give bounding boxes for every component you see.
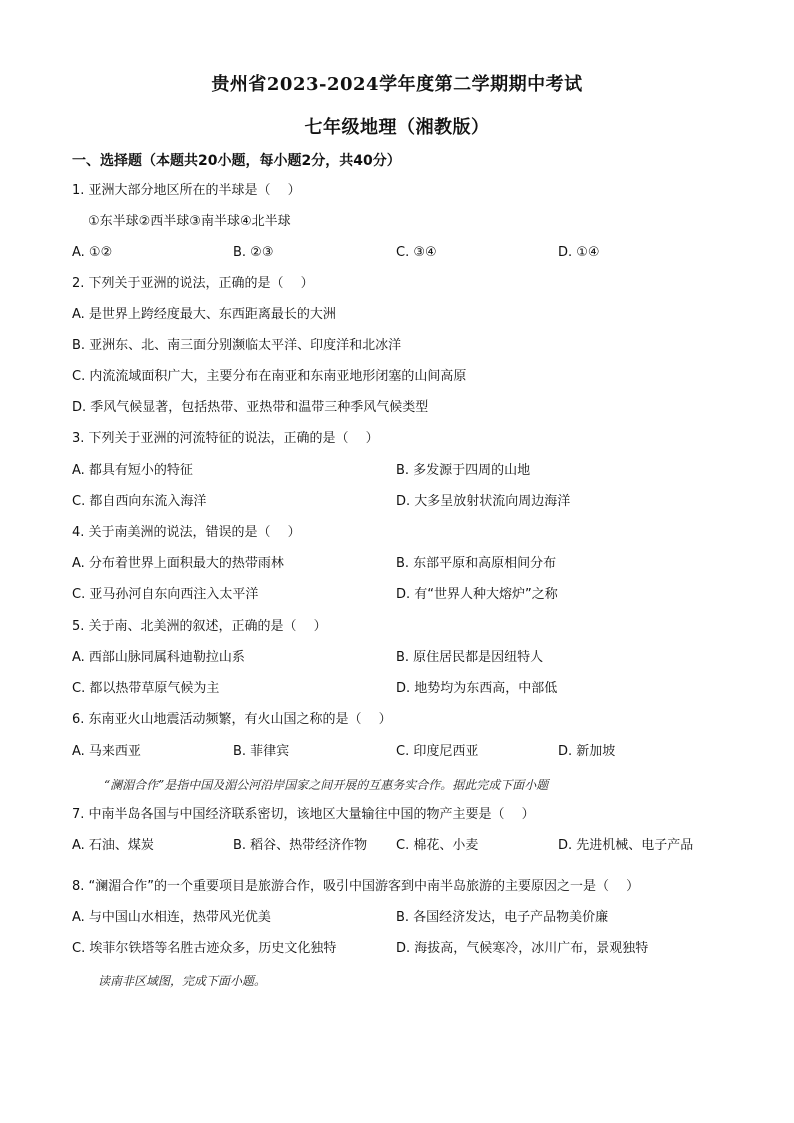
question-6-option-a: A. 马来西亚 — [72, 744, 141, 759]
question-8-option-a: A. 与中国山水相连，热带风光优美 — [72, 910, 271, 925]
question-3-option-d: D. 大多呈放射状流向周边海洋 — [396, 494, 571, 509]
question-2-option-a: A. 是世界上跨经度最大、东西距离最长的大洲 — [72, 307, 336, 322]
question-5-option-d: D. 地势均为东西高，中部低 — [396, 681, 558, 696]
question-4-stem: 4. 关于南美洲的说法，错误的是（ ） — [72, 525, 301, 540]
question-2-option-b: B. 亚洲东、北、南三面分别濒临太平洋、印度洋和北冰洋 — [72, 338, 402, 353]
question-5-option-b: B. 原住居民都是因纽特人 — [396, 650, 544, 665]
question-1-option-a: A. ①② — [72, 245, 113, 260]
question-1-sub: ①东半球②西半球③南半球④北半球 — [88, 214, 291, 229]
question-7-option-b: B. 稻谷、热带经济作物 — [233, 838, 368, 853]
question-3-option-c: C. 都自西向东流入海洋 — [72, 494, 207, 509]
passage-note-south-africa: 读南非区域图，完成下面小题。 — [98, 974, 267, 988]
question-1-option-d: D. ①④ — [558, 245, 600, 260]
question-3-option-a: A. 都具有短小的特征 — [72, 463, 193, 478]
exam-subtitle: 七年级地理（湘教版） — [304, 117, 490, 138]
question-1-stem: 1. 亚洲大部分地区所在的半球是（ ） — [72, 183, 301, 198]
question-8-option-b: B. 各国经济发达，电子产品物美价廉 — [396, 910, 609, 925]
question-7-option-c: C. 棉花、小麦 — [396, 838, 479, 853]
question-2-option-c: C. 内流流域面积广大，主要分布在南亚和东南亚地形闭塞的山间高原 — [72, 369, 467, 384]
question-6-stem: 6. 东南亚火山地震活动频繁，有火山国之称的是（ ） — [72, 712, 392, 727]
question-4-option-c: C. 亚马孙河自东向西注入太平洋 — [72, 587, 259, 602]
question-1-option-c: C. ③④ — [396, 245, 437, 260]
question-5-option-a: A. 西部山脉同属科迪勒拉山系 — [72, 650, 245, 665]
question-7-option-a: A. 石油、煤炭 — [72, 838, 154, 853]
question-4-option-a: A. 分布着世界上面积最大的热带雨林 — [72, 556, 284, 571]
question-6-option-b: B. 菲律宾 — [233, 744, 290, 759]
question-8-option-c: C. 埃菲尔铁塔等名胜古迹众多，历史文化独特 — [72, 941, 337, 956]
section-heading: 一、选择题（本题共20小题，每小题2分，共40分） — [72, 153, 401, 169]
question-8-option-d: D. 海拔高，气候寒冷，冰川广布，景观独特 — [396, 941, 649, 956]
question-4-option-d: D. 有“世界人种大熔炉”之称 — [396, 587, 558, 602]
question-4-option-b: B. 东部平原和高原相间分布 — [396, 556, 557, 571]
question-5-stem: 5. 关于南、北美洲的叙述，正确的是（ ） — [72, 619, 327, 634]
question-7-stem: 7. 中南半岛各国与中国经济联系密切，该地区大量输往中国的物产主要是（ ） — [72, 807, 535, 822]
question-6-option-d: D. 新加坡 — [558, 744, 616, 759]
question-7-option-d: D. 先进机械、电子产品 — [558, 838, 694, 853]
question-3-stem: 3. 下列关于亚洲的河流特征的说法，正确的是（ ） — [72, 431, 379, 446]
question-6-option-c: C. 印度尼西亚 — [396, 744, 479, 759]
exam-title: 贵州省2023-2024学年度第二学期期中考试 — [211, 74, 583, 95]
question-3-option-b: B. 多发源于四周的山地 — [396, 463, 531, 478]
question-1-option-b: B. ②③ — [233, 245, 274, 260]
passage-note-lancang-mekong: “澜湄合作”是指中国及湄公河沿岸国家之间开展的互惠务实合作。据此完成下面小题 — [104, 778, 549, 792]
question-5-option-c: C. 都以热带草原气候为主 — [72, 681, 220, 696]
question-8-stem: 8. “澜湄合作”的一个重要项目是旅游合作，吸引中国游客到中南半岛旅游的主要原因之一是（ ） — [72, 879, 640, 894]
question-2-stem: 2. 下列关于亚洲的说法，正确的是（ ） — [72, 276, 314, 291]
question-2-option-d: D. 季风气候显著，包括热带、亚热带和温带三种季风气候类型 — [72, 400, 429, 415]
